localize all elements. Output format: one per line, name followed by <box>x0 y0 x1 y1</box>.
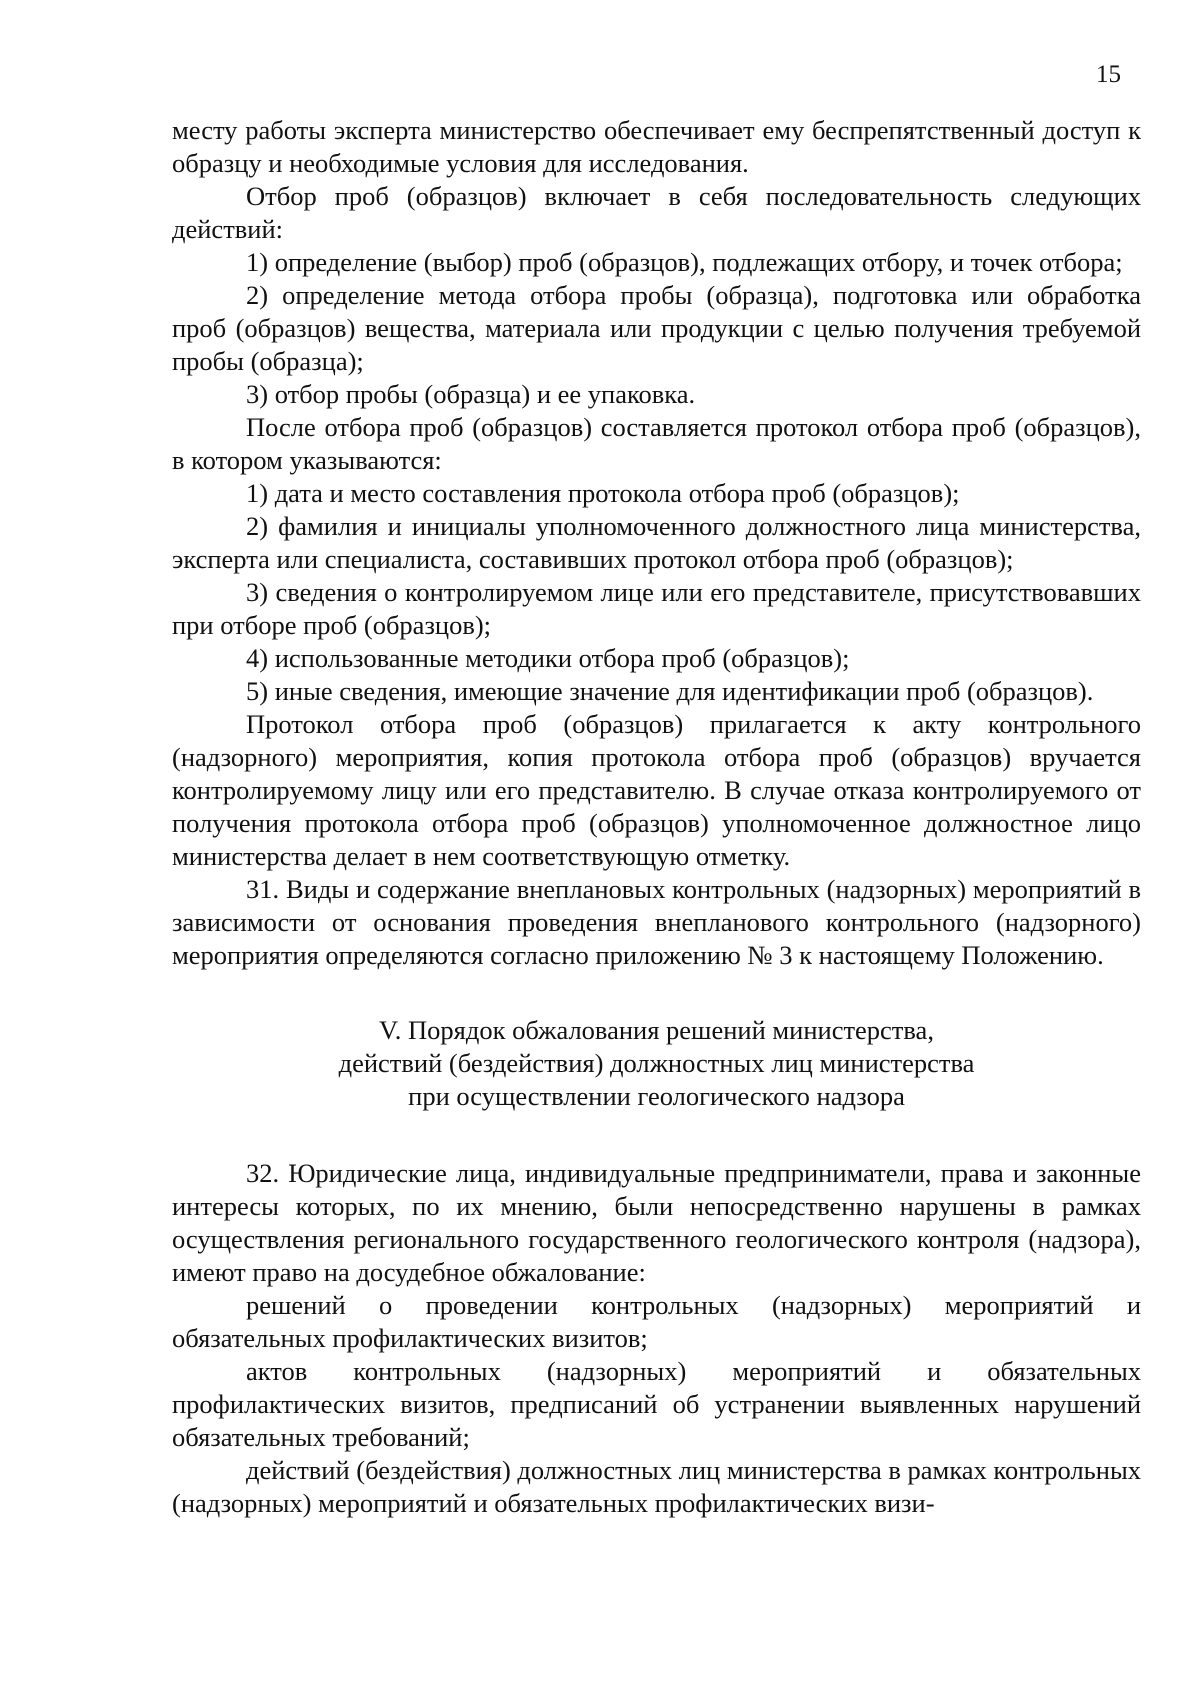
list-item: актов контрольных (надзорных) мероприятий и обязательных профилактических визитов, предписаний об устранении выявленных нарушений обязательных требований; <box>172 1356 1141 1452</box>
list-item: решений о проведении контрольных (надзорных) мероприятий и обязательных профилактических визитов; <box>172 1290 1141 1353</box>
section-heading-line: действий (бездействия) должностных лиц министерства <box>338 1048 975 1078</box>
list-item: 1) определение (выбор) проб (образцов), подлежащих отбору, и точек отбора; <box>246 247 1123 277</box>
list-item: 3) отбор пробы (образца) и ее упаковка. <box>246 379 696 409</box>
section-heading-line: при осуществлении геологического надзора <box>408 1081 905 1111</box>
paragraphs-before-heading <box>172 114 1141 972</box>
paragraph: месту работы эксперта министерство обеспечивает ему беспрепятственный доступ к образцу и необходимые условия для исследования. <box>172 115 1141 178</box>
page-number: 15 <box>1096 61 1121 88</box>
section-heading <box>172 1014 1141 1113</box>
paragraph: Отбор проб (образцов) включает в себя последовательность следующих действий: <box>172 181 1141 244</box>
paragraph: 32. Юридические лица, индивидуальные предприниматели, права и законные интересы которых, по их мнению, были непосредственно нарушены в рамках осуществления регионального государственного геологического контроля (надзора), имеют право на досудебное обжалование: <box>172 1158 1141 1287</box>
paragraph: Протокол отбора проб (образцов) прилагается к акту контрольного (надзорного) мероприятия, копия протокола отбора проб (образцов) вручается контролируемому лицу или его представителю. В случае отказа контролируемого от получения протокола отбора проб (образцов) уполномоченное должностное лицо министерства делает в нем соответствующую отметку. <box>172 709 1141 871</box>
list-item: 2) фамилия и инициалы уполномоченного должностного лица министерства, эксперта или специалиста, составивших протокол отбора проб (образцов); <box>172 511 1141 574</box>
document-body <box>172 114 1141 1520</box>
list-item: 1) дата и место составления протокола отбора проб (образцов); <box>246 478 960 508</box>
list-item: 5) иные сведения, имеющие значение для идентификации проб (образцов). <box>246 676 1094 706</box>
paragraph: После отбора проб (образцов) составляется протокол отбора проб (образцов), в котором указываются: <box>172 412 1141 475</box>
paragraph: 31. Виды и содержание внеплановых контрольных (надзорных) мероприятий в зависимости от основания проведения внепланового контрольного (надзорного) мероприятия определяются согласно приложению № 3 к настоящему Положению. <box>172 874 1141 970</box>
list-item: действий (бездействия) должностных лиц министерства в рамках контрольных (надзорных) мероприятий и обязательных профилактических визи- <box>172 1455 1141 1518</box>
list-item: 3) сведения о контролируемом лице или его представителе, присутствовавших при отборе проб (образцов); <box>172 577 1141 640</box>
list-item: 2) определение метода отбора пробы (образца), подготовка или обработка проб (образцов) вещества, материала или продукции с целью получения требуемой пробы (образца); <box>172 280 1141 376</box>
section-heading-line: V. Порядок обжалования решений министерства, <box>379 1015 934 1045</box>
paragraphs-after-heading <box>172 1157 1141 1520</box>
list-item: 4) использованные методики отбора проб (образцов); <box>246 643 850 673</box>
